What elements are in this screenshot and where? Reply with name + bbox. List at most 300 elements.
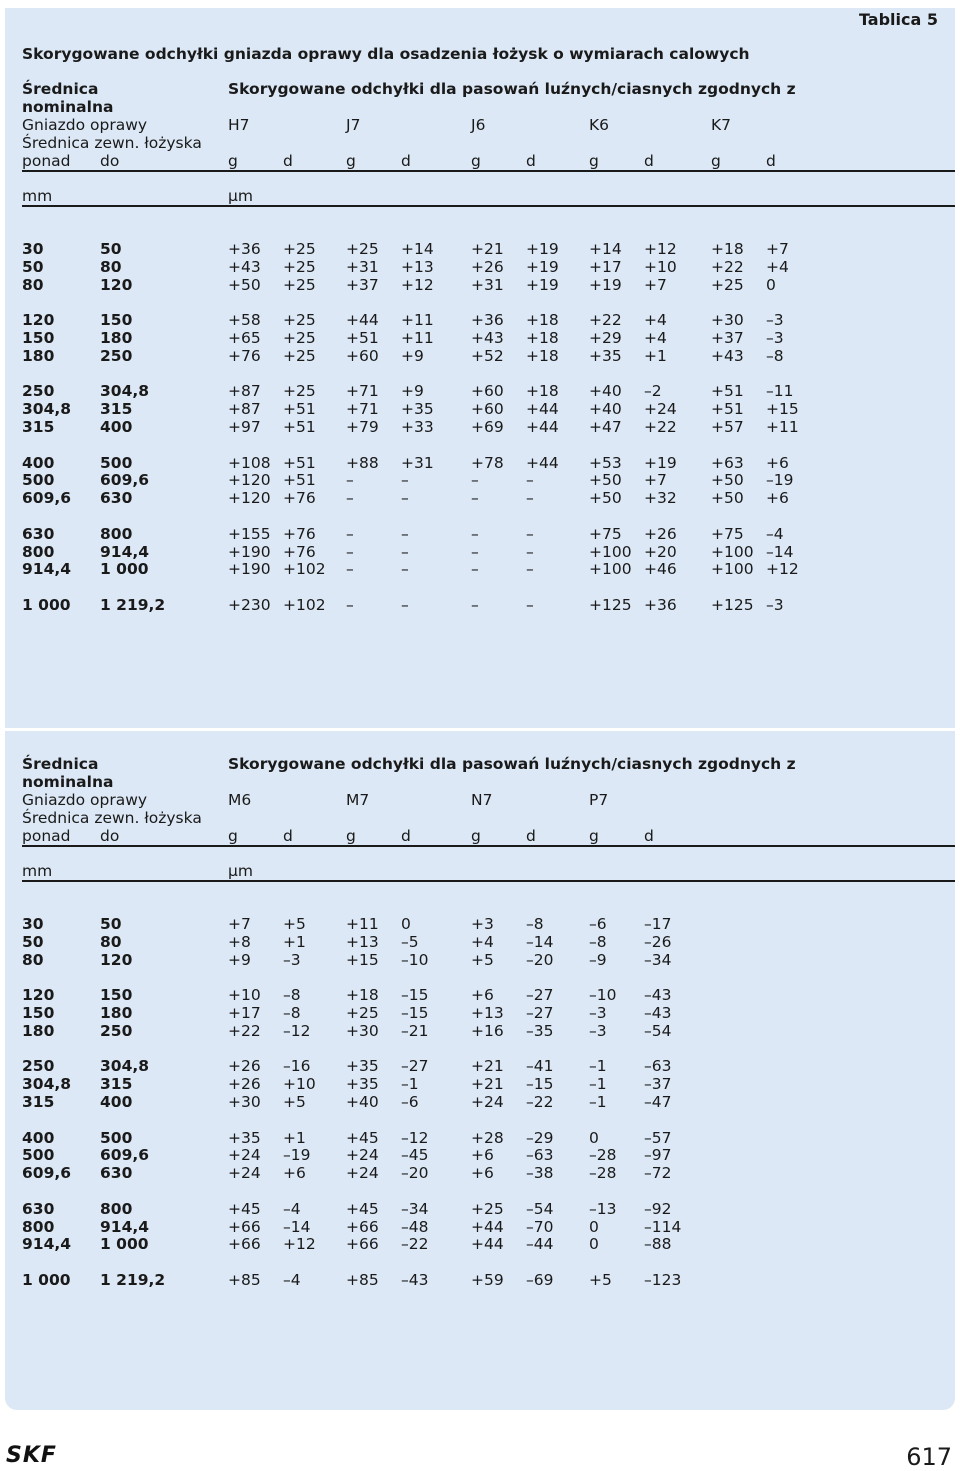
- row-diameter: 50: [100, 915, 122, 933]
- row-diameter: 800: [100, 524, 133, 543]
- row-diameter: 150: [22, 1004, 55, 1022]
- row-diameter: 500: [22, 1146, 55, 1165]
- row-deviation: +24: [228, 1164, 261, 1183]
- row-deviation: +26: [471, 257, 504, 276]
- row-deviation: –2: [644, 382, 662, 401]
- row-deviation: +11: [401, 311, 434, 330]
- row-diameter: 1 000: [22, 596, 71, 614]
- row-deviation: +76: [283, 489, 316, 508]
- row-deviation: +35: [346, 1075, 379, 1094]
- row-deviation: +12: [401, 275, 434, 294]
- row-deviation: +33: [401, 418, 434, 436]
- row-deviation: +37: [711, 329, 744, 347]
- row-deviation: +19: [526, 257, 559, 276]
- header-sub-d: d: [526, 827, 536, 845]
- row-deviation: +14: [401, 240, 434, 258]
- header-rule: [22, 170, 955, 172]
- row-deviation: –10: [589, 986, 617, 1005]
- row-diameter: 304,8: [22, 1075, 72, 1094]
- row-deviation: –72: [644, 1164, 672, 1183]
- row-deviation: –3: [766, 596, 784, 614]
- row-deviation: –5: [401, 932, 419, 951]
- row-deviation: +24: [346, 1146, 379, 1165]
- row-deviation: +5: [283, 1093, 306, 1111]
- row-diameter: 80: [22, 275, 44, 294]
- row-deviation: +31: [471, 275, 504, 294]
- row-deviation: –9: [589, 950, 607, 969]
- skf-logo-text: SKF: [6, 1443, 57, 1465]
- row-deviation: 0: [401, 915, 411, 933]
- row-diameter: 30: [22, 915, 44, 933]
- row-diameter: 609,6: [100, 1146, 150, 1165]
- row-deviation: +51: [283, 400, 316, 419]
- row-deviation: +15: [766, 400, 799, 419]
- row-deviation: +1: [644, 346, 667, 365]
- row-deviation: +58: [228, 311, 261, 330]
- row-deviation: –: [346, 542, 354, 561]
- row-deviation: +52: [471, 346, 504, 365]
- header-housing-seat: Gniazdo oprawy: [22, 791, 148, 809]
- row-deviation: –63: [526, 1146, 554, 1165]
- row-deviation: –13: [589, 1199, 617, 1218]
- row-deviation: +53: [589, 453, 622, 472]
- row-diameter: 250: [22, 1057, 55, 1076]
- row-deviation: –27: [401, 1057, 429, 1076]
- row-deviation: +24: [471, 1093, 504, 1111]
- row-deviation: +69: [471, 418, 504, 436]
- row-diameter: 1 000: [100, 1235, 149, 1254]
- row-diameter: 315: [100, 400, 133, 419]
- row-deviation: +3: [471, 915, 494, 933]
- row-deviation: +88: [346, 453, 379, 472]
- header-sub-d: d: [283, 827, 293, 845]
- row-diameter: 630: [100, 1164, 133, 1183]
- row-deviation: +51: [711, 382, 744, 401]
- row-deviation: +71: [346, 400, 379, 419]
- row-deviation: –21: [401, 1021, 429, 1040]
- row-deviation: +76: [283, 524, 316, 543]
- row-deviation: 0: [589, 1217, 599, 1236]
- row-deviation: +100: [589, 542, 632, 561]
- row-deviation: +43: [711, 346, 744, 365]
- row-deviation: –: [471, 596, 479, 614]
- header-housing-seat: Gniazdo oprawy: [22, 116, 148, 134]
- row-deviation: +7: [644, 471, 667, 490]
- row-deviation: –114: [644, 1217, 682, 1236]
- row-deviation: +85: [228, 1271, 261, 1289]
- row-deviation: +65: [228, 329, 261, 347]
- row-deviation: +6: [766, 453, 789, 472]
- row-deviation: +21: [471, 1075, 504, 1094]
- header-sub-g: g: [471, 827, 481, 845]
- row-deviation: –6: [589, 915, 607, 933]
- row-deviation: +125: [589, 596, 632, 614]
- row-deviation: +35: [589, 346, 622, 365]
- row-deviation: +79: [346, 418, 379, 436]
- header-sub-d: d: [283, 152, 293, 170]
- header-rule: [22, 845, 955, 847]
- row-deviation: +19: [526, 240, 559, 258]
- row-deviation: –1: [401, 1075, 419, 1094]
- row-deviation: –14: [766, 542, 794, 561]
- row-deviation: +25: [711, 275, 744, 294]
- row-deviation: +76: [228, 346, 261, 365]
- row-diameter: 80: [100, 932, 122, 951]
- header-over: ponad: [22, 152, 71, 170]
- row-deviation: –3: [589, 1021, 607, 1040]
- row-deviation: –37: [644, 1075, 672, 1094]
- row-deviation: –4: [283, 1199, 301, 1218]
- row-diameter: 1 219,2: [100, 1271, 166, 1289]
- header-fit-3: K6: [589, 116, 610, 134]
- row-diameter: 150: [22, 329, 55, 347]
- row-deviation: –28: [589, 1164, 617, 1183]
- row-deviation: 0: [589, 1128, 599, 1147]
- row-deviation: +18: [526, 311, 559, 330]
- row-deviation: +50: [228, 275, 261, 294]
- row-deviation: +6: [471, 1164, 494, 1183]
- row-diameter: 315: [22, 1093, 55, 1111]
- row-diameter: 50: [22, 257, 44, 276]
- unit-mm: mm: [22, 862, 53, 880]
- row-deviation: +60: [346, 346, 379, 365]
- row-deviation: –8: [283, 1004, 301, 1022]
- row-diameter: 180: [100, 1004, 133, 1022]
- row-deviation: –: [346, 471, 354, 490]
- row-deviation: +1: [283, 1128, 306, 1147]
- row-deviation: +43: [471, 329, 504, 347]
- header-fit-1: M7: [346, 791, 370, 809]
- page-number: 617: [906, 1443, 952, 1471]
- row-deviation: –: [401, 560, 409, 579]
- row-deviation: +5: [283, 915, 306, 933]
- row-deviation: +6: [471, 986, 494, 1005]
- header-fit-2: J6: [471, 116, 486, 134]
- row-deviation: –44: [526, 1235, 554, 1254]
- row-deviation: +22: [228, 1021, 261, 1040]
- row-deviation: +25: [283, 275, 316, 294]
- row-deviation: +36: [471, 311, 504, 330]
- row-deviation: +8: [228, 932, 251, 951]
- row-deviation: –34: [644, 950, 672, 969]
- row-deviation: +25: [283, 257, 316, 276]
- row-deviation: –14: [526, 932, 554, 951]
- header-sub-g: g: [346, 152, 356, 170]
- row-deviation: +32: [644, 489, 677, 508]
- row-deviation: –38: [526, 1164, 554, 1183]
- header-sub-g: g: [589, 827, 599, 845]
- row-deviation: +44: [526, 418, 559, 436]
- row-deviation: –34: [401, 1199, 429, 1218]
- row-deviation: –8: [589, 932, 607, 951]
- row-deviation: –3: [589, 1004, 607, 1022]
- row-deviation: –57: [644, 1128, 672, 1147]
- header-nominal-diameter: Średnica: [22, 755, 99, 773]
- row-deviation: +50: [589, 489, 622, 508]
- row-diameter: 315: [100, 1075, 133, 1094]
- section-separator: [5, 728, 955, 731]
- row-deviation: +59: [471, 1271, 504, 1289]
- row-diameter: 609,6: [22, 489, 72, 508]
- unit-rule: [22, 205, 955, 207]
- header-sub-d: d: [766, 152, 776, 170]
- row-deviation: –19: [766, 471, 794, 490]
- row-deviation: –15: [526, 1075, 554, 1094]
- row-deviation: –22: [401, 1235, 429, 1254]
- row-diameter: 400: [100, 1093, 133, 1111]
- row-diameter: 120: [100, 275, 133, 294]
- row-deviation: +26: [228, 1075, 261, 1094]
- row-deviation: +20: [644, 542, 677, 561]
- row-deviation: +44: [526, 453, 559, 472]
- row-deviation: +45: [346, 1199, 379, 1218]
- row-diameter: 315: [22, 418, 55, 436]
- row-deviation: –10: [401, 950, 429, 969]
- row-deviation: –88: [644, 1235, 672, 1254]
- header-sub-d: d: [644, 152, 654, 170]
- row-deviation: –43: [644, 1004, 672, 1022]
- row-deviation: –3: [283, 950, 301, 969]
- row-deviation: +102: [283, 596, 326, 614]
- row-deviation: +25: [283, 329, 316, 347]
- row-deviation: 0: [766, 275, 776, 294]
- row-deviation: +29: [589, 329, 622, 347]
- row-deviation: +47: [589, 418, 622, 436]
- row-diameter: 50: [100, 240, 122, 258]
- header-fit-0: H7: [228, 116, 250, 134]
- row-deviation: +25: [471, 1199, 504, 1218]
- row-diameter: 180: [100, 329, 133, 347]
- row-deviation: –19: [283, 1146, 311, 1165]
- row-diameter: 304,8: [100, 382, 150, 401]
- row-diameter: 150: [100, 986, 133, 1005]
- row-deviation: –: [471, 471, 479, 490]
- row-deviation: +51: [283, 453, 316, 472]
- row-deviation: +4: [471, 932, 494, 951]
- row-deviation: +6: [471, 1146, 494, 1165]
- header-sub-g: g: [228, 827, 238, 845]
- row-deviation: +7: [644, 275, 667, 294]
- row-deviation: +13: [401, 257, 434, 276]
- row-deviation: –: [346, 596, 354, 614]
- row-deviation: +25: [283, 240, 316, 258]
- row-deviation: –70: [526, 1217, 554, 1236]
- row-deviation: +4: [644, 311, 667, 330]
- row-deviation: –8: [766, 346, 784, 365]
- row-deviation: –: [471, 489, 479, 508]
- header-over: ponad: [22, 827, 71, 845]
- row-deviation: –22: [526, 1093, 554, 1111]
- row-deviation: +10: [228, 986, 261, 1005]
- row-deviation: +22: [644, 418, 677, 436]
- row-deviation: –: [401, 524, 409, 543]
- row-diameter: 914,4: [100, 1217, 150, 1236]
- row-deviation: +87: [228, 382, 261, 401]
- row-diameter: 800: [22, 1217, 55, 1236]
- row-deviation: +22: [711, 257, 744, 276]
- row-diameter: 914,4: [100, 542, 150, 561]
- header-incl: do: [100, 152, 120, 170]
- row-deviation: +12: [766, 560, 799, 579]
- row-diameter: 914,4: [22, 560, 72, 579]
- row-deviation: +51: [283, 418, 316, 436]
- header-sub-g: g: [471, 152, 481, 170]
- row-deviation: +57: [711, 418, 744, 436]
- row-deviation: +25: [283, 382, 316, 401]
- row-deviation: –15: [401, 1004, 429, 1022]
- row-deviation: –92: [644, 1199, 672, 1218]
- row-deviation: +71: [346, 382, 379, 401]
- row-deviation: –27: [526, 1004, 554, 1022]
- row-diameter: 800: [22, 542, 55, 561]
- row-diameter: 80: [100, 257, 122, 276]
- row-deviation: +46: [644, 560, 677, 579]
- row-diameter: 1 219,2: [100, 596, 166, 614]
- row-diameter: 304,8: [22, 400, 72, 419]
- row-deviation: +120: [228, 471, 271, 490]
- row-deviation: –: [346, 524, 354, 543]
- row-deviation: –15: [401, 986, 429, 1005]
- row-deviation: +40: [589, 382, 622, 401]
- row-deviation: –4: [283, 1271, 301, 1289]
- row-deviation: +66: [228, 1235, 261, 1254]
- row-deviation: +19: [644, 453, 677, 472]
- row-deviation: +11: [766, 418, 799, 436]
- row-deviation: +35: [401, 400, 434, 419]
- row-deviation: +26: [644, 524, 677, 543]
- row-deviation: +75: [711, 524, 744, 543]
- row-deviation: +28: [471, 1128, 504, 1147]
- row-deviation: +60: [471, 382, 504, 401]
- row-deviation: +15: [346, 950, 379, 969]
- row-diameter: 250: [22, 382, 55, 401]
- row-deviation: –: [526, 524, 534, 543]
- row-deviation: –27: [526, 986, 554, 1005]
- row-diameter: 400: [22, 453, 55, 472]
- unit-micrometre: µm: [228, 187, 253, 205]
- row-diameter: 120: [22, 311, 55, 330]
- row-deviation: –29: [526, 1128, 554, 1147]
- row-diameter: 630: [100, 489, 133, 508]
- row-deviation: +13: [346, 932, 379, 951]
- header-incl: do: [100, 827, 120, 845]
- row-deviation: –3: [766, 329, 784, 347]
- row-deviation: +6: [283, 1164, 306, 1183]
- header-sub-d: d: [401, 152, 411, 170]
- row-diameter: 250: [100, 1021, 133, 1040]
- header-nominal-diameter: Średnica: [22, 80, 99, 98]
- row-deviation: –: [471, 542, 479, 561]
- row-deviation: +11: [346, 915, 379, 933]
- row-diameter: 1 000: [22, 1271, 71, 1289]
- row-deviation: +51: [346, 329, 379, 347]
- row-deviation: –69: [526, 1271, 554, 1289]
- row-deviation: –3: [766, 311, 784, 330]
- row-deviation: –97: [644, 1146, 672, 1165]
- row-deviation: –4: [766, 524, 784, 543]
- row-deviation: +21: [471, 1057, 504, 1076]
- header-fit-0: M6: [228, 791, 252, 809]
- header-sub-g: g: [346, 827, 356, 845]
- header-fit-1: J7: [346, 116, 361, 134]
- row-deviation: +24: [644, 400, 677, 419]
- row-deviation: 0: [589, 1235, 599, 1254]
- unit-mm: mm: [22, 187, 53, 205]
- row-deviation: +4: [644, 329, 667, 347]
- row-deviation: +44: [471, 1217, 504, 1236]
- row-diameter: 630: [22, 524, 55, 543]
- row-deviation: +25: [283, 346, 316, 365]
- row-diameter: 304,8: [100, 1057, 150, 1076]
- row-deviation: +30: [228, 1093, 261, 1111]
- row-deviation: +155: [228, 524, 271, 543]
- row-deviation: +5: [589, 1271, 612, 1289]
- row-diameter: 609,6: [22, 1164, 72, 1183]
- row-diameter: 180: [22, 346, 55, 365]
- row-deviation: –: [346, 560, 354, 579]
- row-diameter: 800: [100, 1199, 133, 1218]
- row-deviation: –14: [283, 1217, 311, 1236]
- row-deviation: –: [526, 542, 534, 561]
- header-bearing-outer-diameter: Średnica zewn. łożyska: [22, 809, 202, 827]
- row-deviation: +102: [283, 560, 326, 579]
- row-deviation: +24: [228, 1146, 261, 1165]
- row-deviation: –54: [526, 1199, 554, 1218]
- header-nominal-diameter-2: nominalna: [22, 98, 114, 116]
- header-fit-description: Skorygowane odchyłki dla pasowań luźnych/ciasnych zgodnych z: [228, 755, 796, 773]
- row-deviation: +9: [228, 950, 251, 969]
- row-deviation: +18: [526, 329, 559, 347]
- row-deviation: +14: [589, 240, 622, 258]
- row-deviation: –8: [283, 986, 301, 1005]
- row-deviation: –: [526, 471, 534, 490]
- row-deviation: +78: [471, 453, 504, 472]
- row-deviation: +87: [228, 400, 261, 419]
- row-diameter: 250: [100, 346, 133, 365]
- header-sub-d: d: [526, 152, 536, 170]
- header-nominal-diameter-2: nominalna: [22, 773, 114, 791]
- row-deviation: –8: [526, 915, 544, 933]
- row-deviation: +51: [283, 471, 316, 490]
- row-deviation: –54: [644, 1021, 672, 1040]
- row-deviation: +66: [228, 1217, 261, 1236]
- row-deviation: +21: [471, 240, 504, 258]
- row-diameter: 400: [100, 418, 133, 436]
- row-deviation: –28: [589, 1146, 617, 1165]
- header-sub-d: d: [401, 827, 411, 845]
- row-deviation: +50: [589, 471, 622, 490]
- row-deviation: –: [526, 596, 534, 614]
- row-deviation: –47: [644, 1093, 672, 1111]
- row-deviation: +40: [589, 400, 622, 419]
- row-deviation: +10: [283, 1075, 316, 1094]
- row-deviation: +35: [228, 1128, 261, 1147]
- row-deviation: –12: [401, 1128, 429, 1147]
- row-deviation: +18: [711, 240, 744, 258]
- row-deviation: +36: [228, 240, 261, 258]
- row-deviation: +25: [346, 1004, 379, 1022]
- row-deviation: +60: [471, 400, 504, 419]
- row-deviation: –: [401, 489, 409, 508]
- row-deviation: –43: [644, 986, 672, 1005]
- row-deviation: +100: [711, 560, 754, 579]
- row-deviation: +190: [228, 560, 271, 579]
- header-fit-3: P7: [589, 791, 609, 809]
- row-deviation: +5: [471, 950, 494, 969]
- row-deviation: +10: [644, 257, 677, 276]
- row-deviation: +43: [228, 257, 261, 276]
- row-deviation: +12: [283, 1235, 316, 1254]
